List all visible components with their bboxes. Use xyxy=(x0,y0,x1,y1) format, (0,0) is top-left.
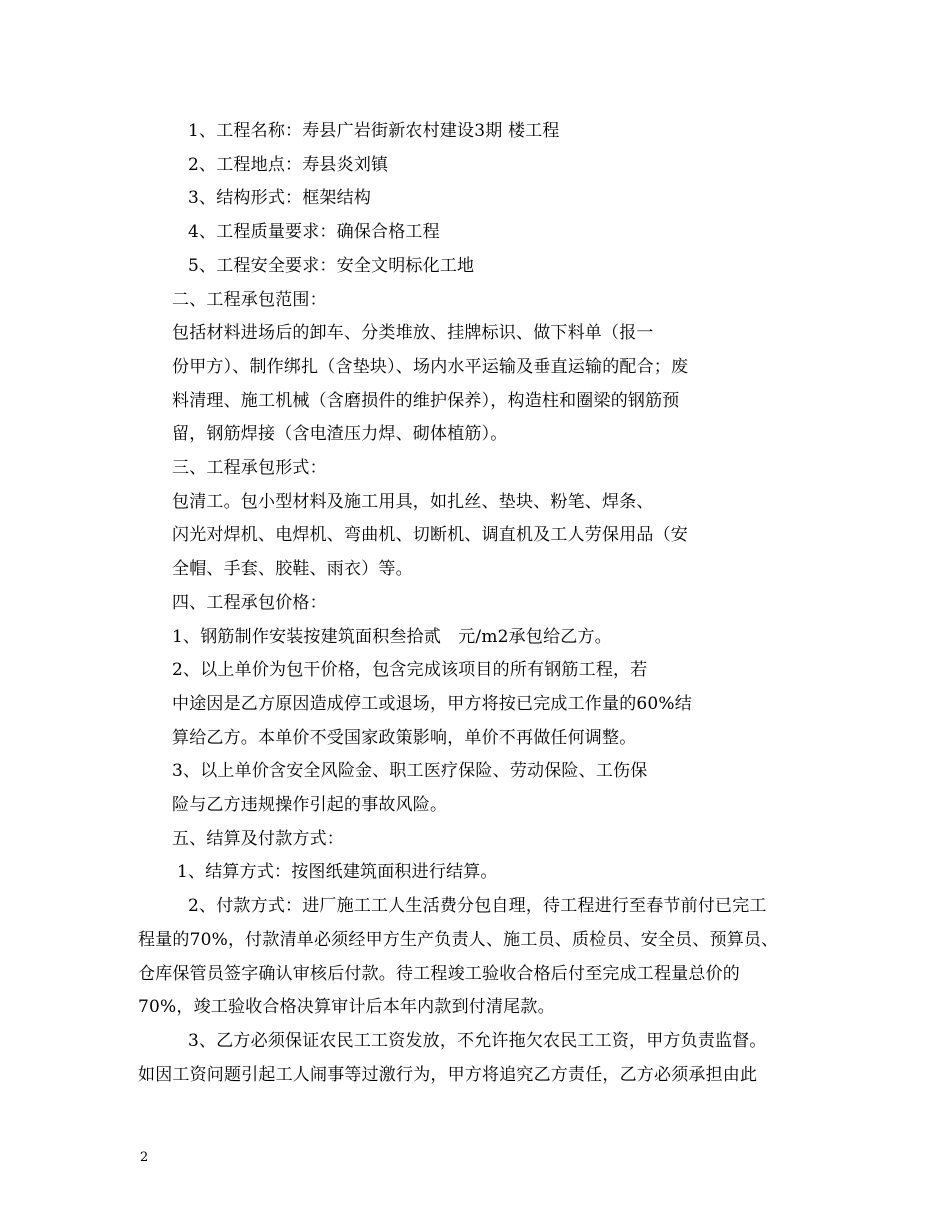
text-line: 程量的70%，付款清单必须经甲方生产负责人、施工员、质检员、安全员、预算员、 xyxy=(138,930,779,950)
text-line: 算给乙方。本单价不受国家政策影响，单价不再做任何调整。 xyxy=(172,728,637,748)
text-line: 闪光对焊机、电焊机、弯曲机、切断机、调直机及工人劳保用品（安 xyxy=(172,525,688,545)
text-line: 料清理、施工机械（含磨损件的维护保养），构造柱和圈梁的钢筋预 xyxy=(172,391,680,411)
text-line: 如因工资问题引起工人闹事等过激行为，甲方将追究乙方责任，乙方必须承担由此 xyxy=(138,1065,758,1085)
text-line: 份甲方）、制作绑扎（含垫块）、场内水平运输及垂直运输的配合；废 xyxy=(172,357,689,377)
text-line: 2、工程地点：寿县炎刘镇 xyxy=(188,155,389,175)
section-heading: 三、工程承包形式： xyxy=(172,458,327,478)
text-line: 险与乙方违规操作引起的事故风险。 xyxy=(172,795,448,815)
section-heading: 五、结算及付款方式： xyxy=(172,829,344,849)
text-line: 3、乙方必须保证农民工工资发放，不允许拖欠农民工工资，甲方负责监督。 xyxy=(188,1031,767,1051)
text-line: 3、结构形式：框架结构 xyxy=(188,188,372,208)
text-line: 中途因是乙方原因造成停工或退场，甲方将按已完成工作量的60%结 xyxy=(172,694,692,714)
text-line: 3、以上单价含安全风险金、职工医疗保险、劳动保险、工伤保 xyxy=(172,761,648,781)
text-line: 仓库保管员签字确认审核后付款。待工程竣工验收合格后付至完成工程量总价的 xyxy=(138,964,740,984)
text-line: 5、工程安全要求：安全文明标化工地 xyxy=(188,256,475,276)
text-line: 2、付款方式：进厂施工工人生活费分包自理，待工程进行至春节前付已完工 xyxy=(188,896,767,916)
text-line: 2、以上单价为包干价格，包含完成该项目的所有钢筋工程，若 xyxy=(172,660,648,680)
text-line: 包清工。包小型材料及施工用具，如扎丝、垫块、粉笔、焊条、 xyxy=(172,492,654,512)
text-line: 包括材料进场后的卸车、分类堆放、挂牌标识、做下料单（报一 xyxy=(172,323,654,343)
text-line: 1、钢筋制作安装按建筑面积叁拾贰 元/m2承包给乙方。 xyxy=(172,627,612,647)
text-line: 70%，竣工验收合格决算审计后本年内款到付清尾款。 xyxy=(138,997,555,1017)
text-line: 1、工程名称：寿县广岩街新农村建设3期 楼工程 xyxy=(188,121,560,141)
text-line: 4、工程质量要求：确保合格工程 xyxy=(188,222,440,242)
page-number: 2 xyxy=(140,1150,149,1165)
text-line: 1、结算方式：按图纸建筑面积进行结算。 xyxy=(177,862,498,882)
section-heading: 二、工程承包范围： xyxy=(172,290,327,310)
section-heading: 四、工程承包价格： xyxy=(172,593,327,613)
text-line: 全帽、手套、胶鞋、雨衣）等。 xyxy=(172,559,413,579)
text-line: 留，钢筋焊接（含电渣压力焊、砌体植筋）。 xyxy=(172,424,508,444)
